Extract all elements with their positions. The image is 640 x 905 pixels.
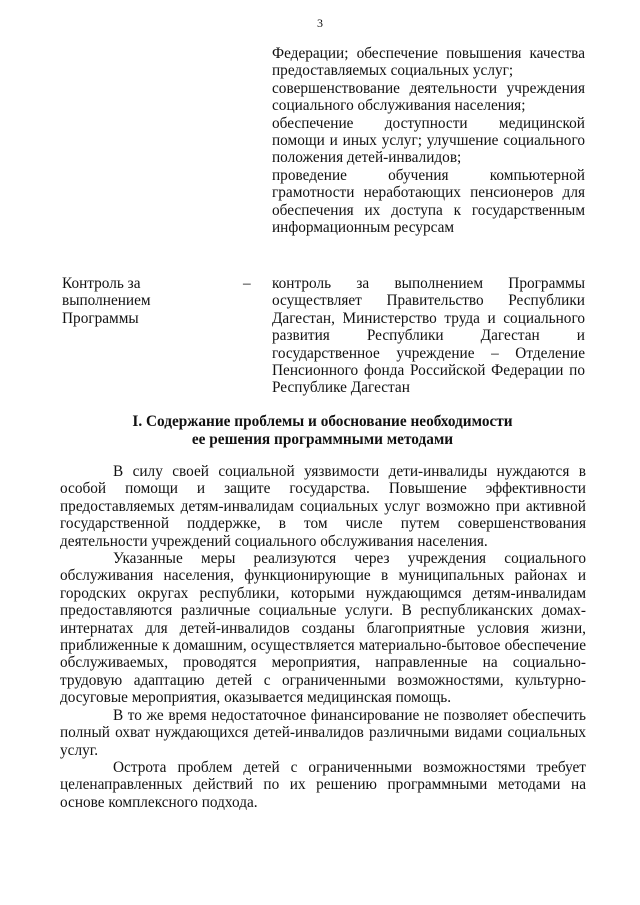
section-title-line: I. Содержание проблемы и обоснование необходимости xyxy=(132,413,513,430)
goals-line: совершенствование деятельности учреждения социального обслуживания населения; xyxy=(272,79,585,115)
body-paragraph: В то же время недостаточное финансирование не позволяет обеспечить полный охват нуждающихся детей-инвалидов различными видами социальных услуг. xyxy=(60,706,586,759)
goals-line: обеспечение доступности медицинской помощи и иных услуг; улучшение социального положения детей-инвалидов; xyxy=(272,114,585,167)
goals-line: Федерации; обеспечение повышения качества предоставляемых социальных услуг; xyxy=(272,45,585,80)
section-title xyxy=(60,413,585,449)
page-number: 3 xyxy=(317,16,323,30)
control-paragraph: контроль за выполнением Программы осуществляет Правительство Республики Дагестан, Министерство труда и социального развития Республики Дагестан и государственное учреждение – Отделение Пенсионного фонда Российской Федерации по Республике Дагестан xyxy=(272,275,585,397)
control-label: Контроль за выполнением Программы xyxy=(62,275,151,327)
section-title-line: ее решения программными методами xyxy=(191,431,454,448)
body-paragraph: Указанные меры реализуются через учреждения социального обслуживания населения, функционирующие в муниципальных районах и городских округах республики, которыми нуждающимся детям-инвалидам предоставляются различные социальные услуги. В республиканских домах-интернатах для детей-инвалидов созданы благоприятные условия жизни, приближенные к домашним, осуществляется материально-бытовое обеспечение обслуживаемых, проводятся мероприятия, направленные на социально-трудовую адаптацию детей с ограниченными возможностями, культурно-досуговые мероприятия, оказывается медицинская помощь. xyxy=(60,550,586,707)
control-text xyxy=(272,275,585,397)
control-dash: – xyxy=(243,275,251,292)
body-paragraph: Острота проблем детей с ограниченными возможностями требует целенаправленных действий по их решению программными методами на основе комплексного подхода. xyxy=(60,758,586,811)
body-paragraph: В силу своей социальной уязвимости дети-инвалиды нуждаются в особой помощи и защите государства. Повышение эффективности предоставляемых детям-инвалидам социальных услуг возможно при активной государственной поддержке, в том числе путем совершенствования деятельности учреждений социального обслуживания населения. xyxy=(60,463,586,550)
section-body xyxy=(60,463,586,811)
goals-line: проведение обучения компьютерной грамотности неработающих пенсионеров для обеспечения их доступа к государственным информационным ресурсам xyxy=(272,166,585,237)
program-goals-continuation xyxy=(272,45,585,236)
